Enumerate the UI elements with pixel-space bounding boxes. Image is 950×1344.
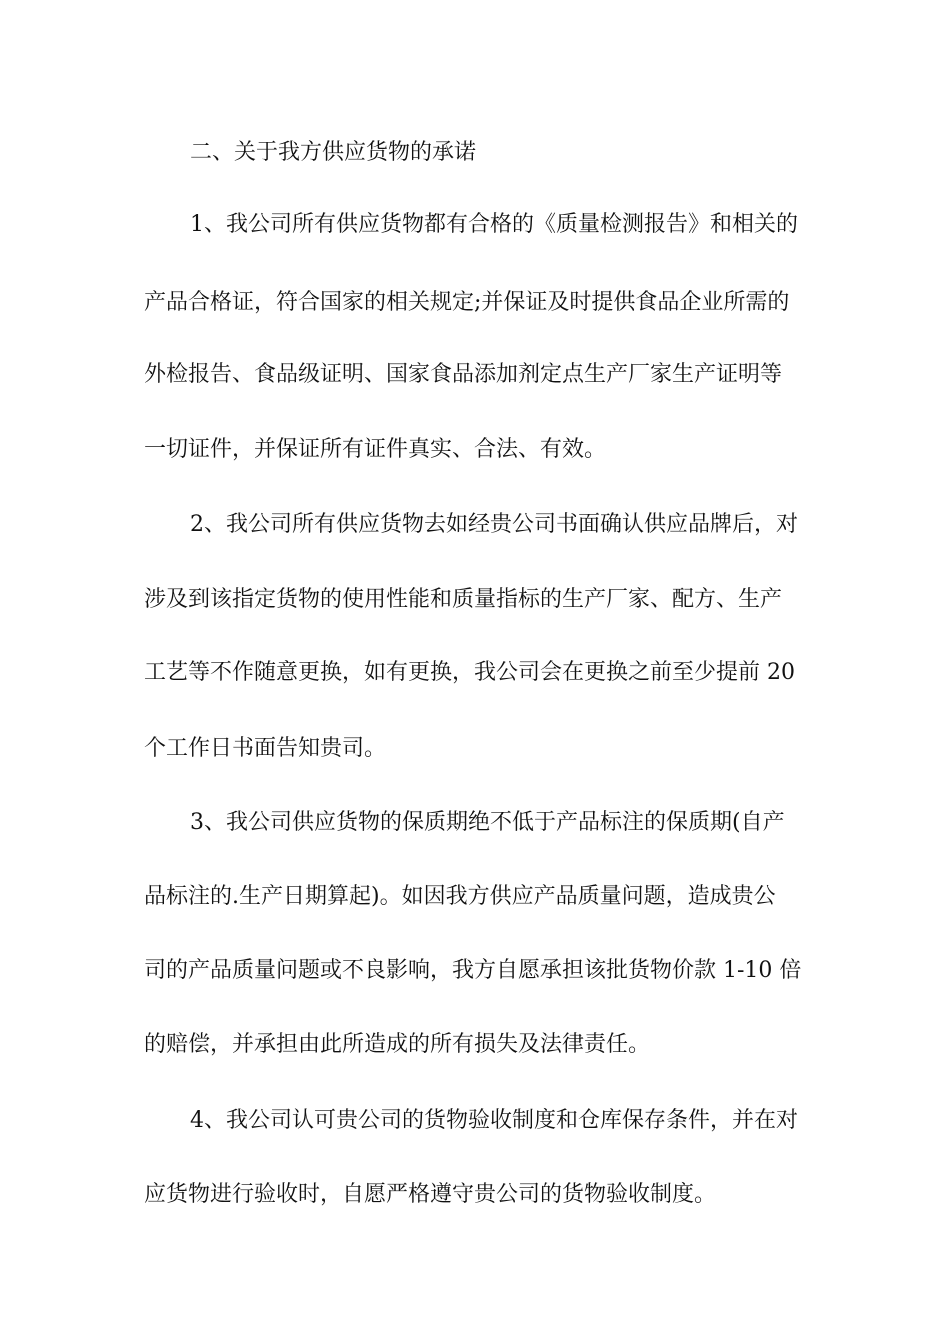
paragraph-4-line-1: 4、我公司认可贵公司的货物验收制度和仓库保存条件，并在对 [190,1108,798,1133]
paragraph-3-line-1: 3、我公司供应货物的保质期绝不低于产品标注的保质期(自产 [190,810,785,835]
section-heading: 二、关于我方供应货物的承诺 [190,140,477,165]
paragraph-1-line-3: 外检报告、食品级证明、国家食品添加剂定点生产厂家生产证明等 [144,362,783,387]
paragraph-3-line-2: 品标注的.生产日期算起)。如因我方供应产品质量问题，造成贵公 [144,884,776,909]
paragraph-1-line-4: 一切证件，并保证所有证件真实、合法、有效。 [144,437,607,462]
paragraph-1-line-1: 1、我公司所有供应货物都有合格的《质量检测报告》和相关的 [190,212,798,237]
paragraph-2-line-1: 2、我公司所有供应货物去如经贵公司书面确认供应品牌后，对 [190,512,798,537]
paragraph-2-line-3: 工艺等不作随意更换，如有更换，我公司会在更换之前至少提前 20 [144,660,795,685]
paragraph-2-line-4: 个工作日书面告知贵司。 [144,736,387,761]
paragraph-2-line-2: 涉及到该指定货物的使用性能和质量指标的生产厂家、配方、生产 [144,587,783,612]
paragraph-4-line-2: 应货物进行验收时，自愿严格遵守贵公司的货物验收制度。 [144,1182,717,1207]
paragraph-3-line-3: 司的产品质量问题或不良影响，我方自愿承担该批货物价款 1-10 倍 [144,958,802,983]
paragraph-1-line-2: 产品合格证，符合国家的相关规定;并保证及时提供食品企业所需的 [144,290,790,315]
paragraph-3-line-4: 的赔偿，并承担由此所造成的所有损失及法律责任。 [144,1032,651,1057]
